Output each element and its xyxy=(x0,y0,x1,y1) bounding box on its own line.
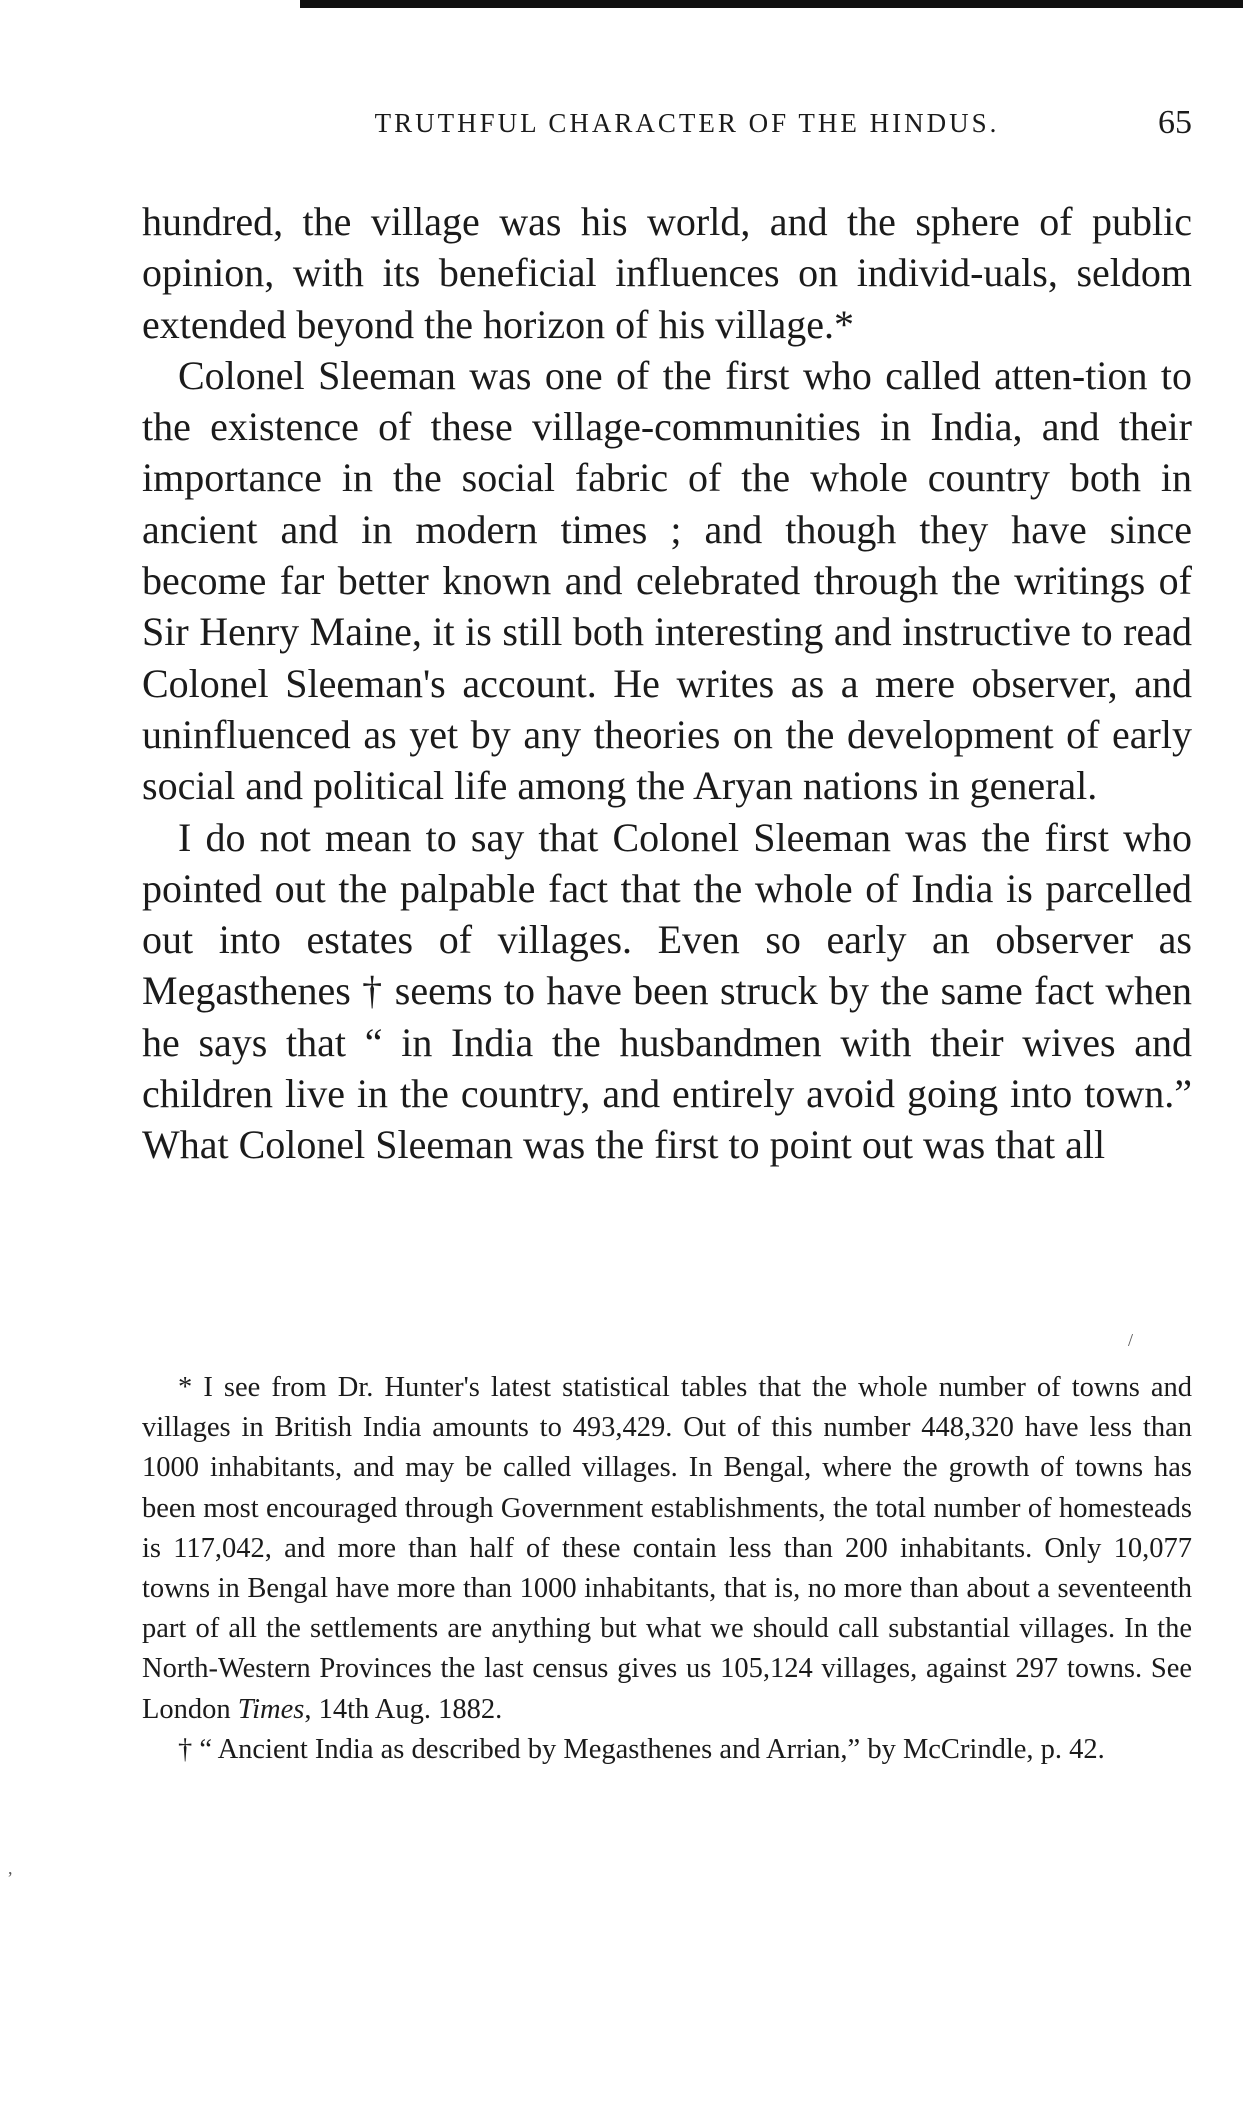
stray-mark: / xyxy=(1128,1330,1134,1350)
footnote-asterisk-date: , 14th Aug. 1882. xyxy=(304,1693,503,1725)
footnotes xyxy=(142,1368,1192,1770)
paragraph-sleeman: Colonel Sleeman was one of the first who called atten-tion to the existence of these village-communities in India, and their importance in the social fabric of the whole country both in ancient and in modern times ; and though they have since become far better known and celebrated through the writings of Sir Henry Maine, it is still both interesting and instructive to read Colonel Sleeman's account. He writes as a mere observer, and uninfluenced as yet by any theories on the development of early social and political life among the Aryan nations in general. xyxy=(142,352,1192,809)
footnote-dagger: † “ Ancient India as described by Megasthenes and Arrian,” by McCrindle, p. 42. xyxy=(178,1733,1105,1765)
footnote-asterisk xyxy=(142,1368,1192,1730)
stray-mark: , xyxy=(8,1858,13,1878)
footnote-asterisk-text: * I see from Dr. Hunter's latest statistical tables that the whole number of towns and villages in British India amounts to 493,429. Out of this number 448,320 have less than 1000 inhabitants, and may be called villages. In Bengal, where the growth of towns has been most encouraged through Government establishments, the total number of homesteads is 117,042, and more than half of these contain less than 200 inhabitants. Only 10,077 towns in Bengal have more than 1000 inhabitants, that is, no more than about a seventeenth part of all the settlements are anything but what we should call substantial villages. In the North-Western Provinces the last census gives us 105,124 villages, against 297 towns. See London xyxy=(142,1372,1192,1725)
page-header xyxy=(142,104,1192,152)
paragraph-continued: hundred, the village was his world, and the sphere of public opinion, with its beneficial influences on individ-uals, seldom extended beyond the horizon of his village.* xyxy=(142,199,1192,347)
running-head: TRUTHFUL CHARACTER OF THE HINDUS. xyxy=(374,108,1000,138)
top-rule xyxy=(300,0,1243,8)
paragraph-megasthenes: I do not mean to say that Colonel Sleeman was the first who pointed out the palpable fact that the whole of India is parcelled out into estates of villages. Even so early an observer as Megasthenes † seems to have been struck by the same fact when he says that “ in India the husbandmen with their wives and children live in the country, and entirely avoid going into town.” What Colonel Sleeman was the first to point out was that all xyxy=(142,814,1192,1168)
page-number: 65 xyxy=(1158,104,1192,141)
footnote-asterisk-italic: Times xyxy=(237,1693,305,1725)
main-text xyxy=(142,196,1192,1171)
